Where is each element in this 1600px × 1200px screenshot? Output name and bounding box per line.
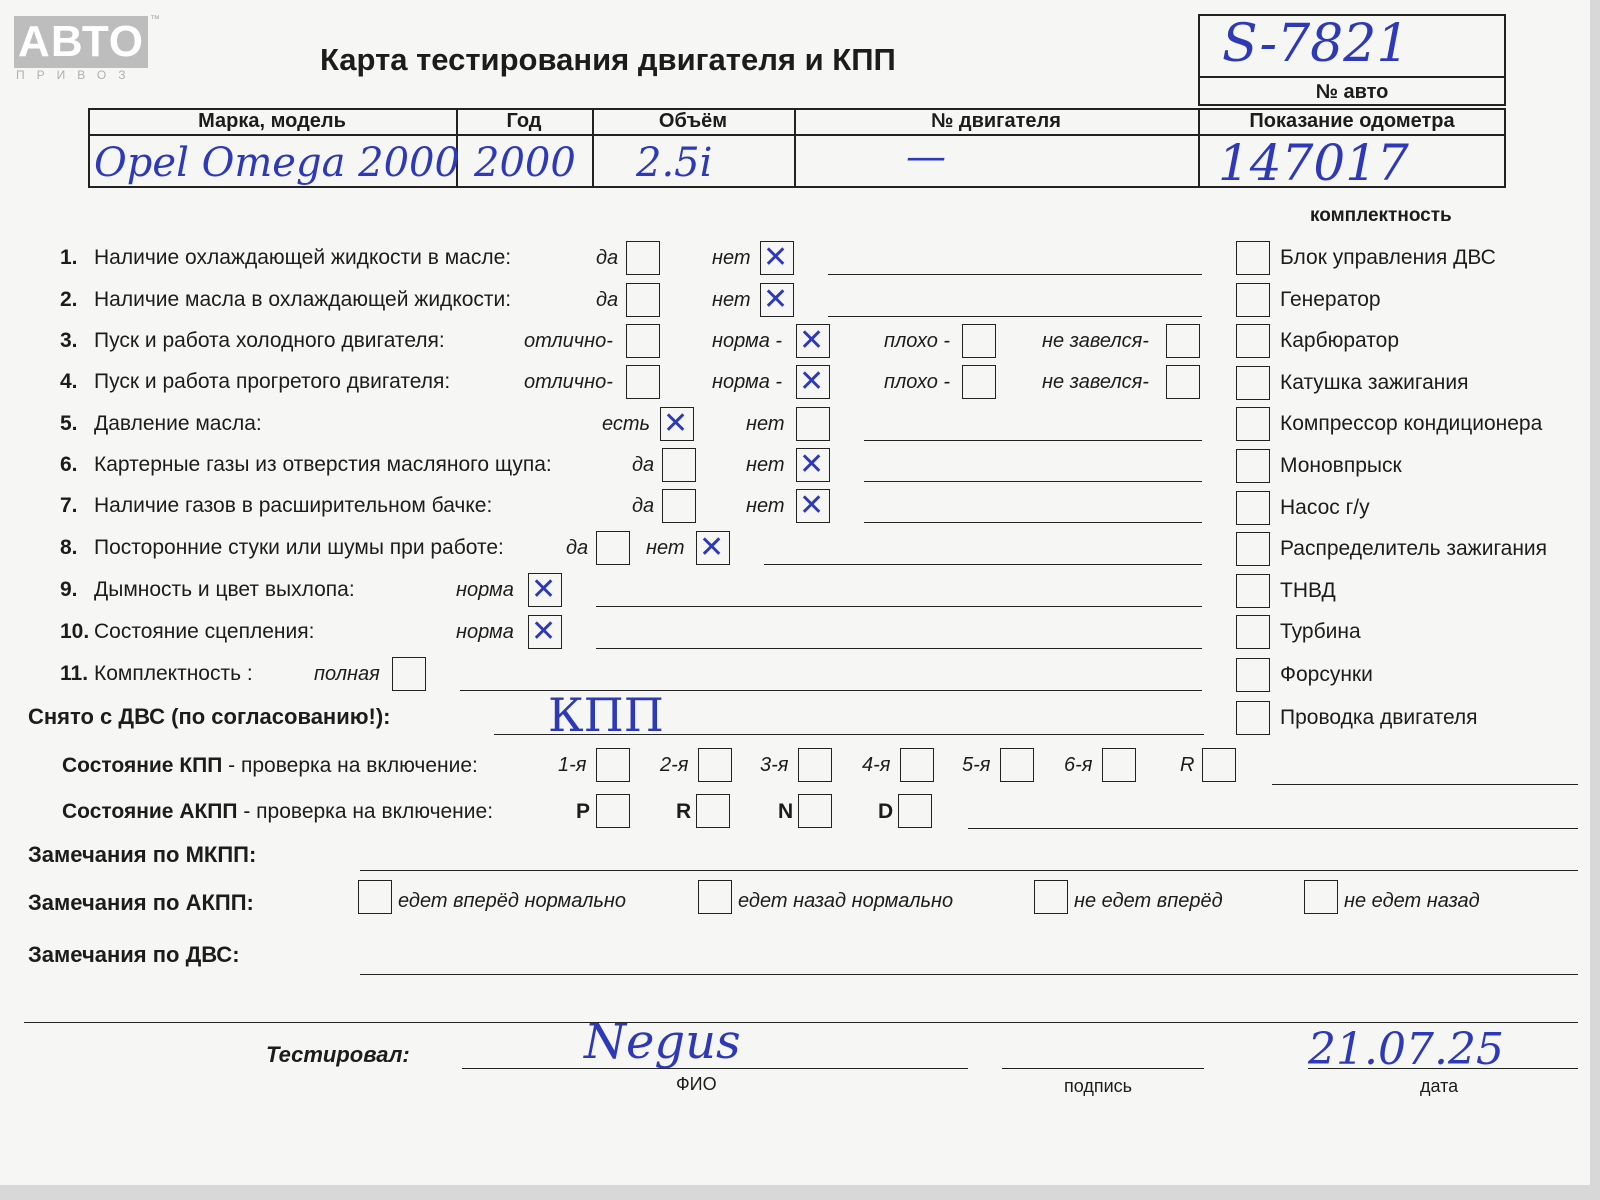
question-number: 6.: [60, 453, 78, 476]
akpp-remark-checkbox[interactable]: [1034, 880, 1068, 914]
gear-checkbox[interactable]: [798, 794, 832, 828]
checkbox-complete[interactable]: [392, 657, 426, 691]
question-number: 3.: [60, 329, 78, 352]
logo-subtitle: ПРИВОЗ: [16, 68, 138, 82]
kit-item-label: Блок управления ДВС: [1280, 246, 1496, 269]
engine-number-value: —: [906, 134, 946, 180]
option-label: да: [566, 537, 589, 559]
check-mark-icon: ✕: [799, 447, 825, 482]
akpp-remark-option-label: не едет назад: [1344, 890, 1480, 912]
checkbox-no[interactable]: [760, 241, 794, 275]
option-label: не завелся-: [1042, 330, 1149, 352]
checkbox-excellent[interactable]: [626, 365, 660, 399]
checkbox-no[interactable]: [760, 283, 794, 317]
option-label: норма -: [712, 330, 783, 352]
gear-checkbox[interactable]: [596, 794, 630, 828]
option-label: норма -: [712, 371, 783, 393]
year-value: 2000: [474, 140, 576, 186]
question-text: Наличие масла в охлаждающей жидкости:: [94, 288, 512, 311]
checkbox-no[interactable]: [696, 531, 730, 565]
akpp-remark-option-label: едет назад нормально: [738, 890, 954, 912]
fio-caption: ФИО: [676, 1074, 717, 1094]
question-text: Состояние сцепления:: [94, 620, 315, 643]
option-label: да: [632, 454, 655, 476]
akpp-label: [62, 800, 493, 824]
kit-item-label: Проводка двигателя: [1280, 705, 1478, 729]
gear-label: P: [576, 800, 591, 823]
tester-name-value: Negus: [584, 1014, 741, 1070]
answer-line: [828, 316, 1202, 317]
option-label: да: [596, 247, 619, 269]
option-label: нет: [746, 495, 785, 517]
kit-checkbox[interactable]: [1236, 366, 1270, 400]
gear-checkbox[interactable]: [596, 748, 630, 782]
answer-line: [596, 606, 1202, 607]
avto-privoz-logo: [14, 16, 148, 68]
mkpp-remarks-line: [360, 870, 1578, 871]
question-text: Пуск и работа холодного двигателя:: [94, 329, 445, 352]
question-text: Пуск и работа прогретого двигателя:: [94, 370, 451, 393]
gear-checkbox[interactable]: [898, 794, 932, 828]
answer-line: [864, 481, 1202, 482]
question-number: 9.: [60, 578, 78, 601]
answer-line: [828, 274, 1202, 275]
checkbox-yes[interactable]: [596, 531, 630, 565]
akpp-remark-option-label: не едет вперёд: [1074, 890, 1223, 912]
kit-checkbox[interactable]: [1236, 324, 1270, 358]
gear-checkbox[interactable]: [1202, 748, 1236, 782]
kpp-label: [62, 754, 478, 778]
kit-checkbox[interactable]: [1236, 491, 1270, 525]
option-label: не завелся-: [1042, 371, 1149, 393]
option-label: плохо -: [884, 371, 951, 393]
kit-item-label: Насос г/у: [1280, 495, 1370, 519]
auto-number-divider: [1198, 76, 1506, 78]
gear-label: R: [676, 800, 692, 823]
mkpp-remarks-label: Замечания по МКПП:: [28, 842, 257, 867]
check-mark-icon: ✕: [799, 364, 825, 399]
gear-checkbox[interactable]: [1102, 748, 1136, 782]
date-caption: дата: [1420, 1076, 1459, 1096]
checkbox-normal[interactable]: [796, 324, 830, 358]
gear-checkbox[interactable]: [696, 794, 730, 828]
checkbox-not-started[interactable]: [1166, 324, 1200, 358]
option-label: есть: [602, 413, 651, 435]
kit-checkbox[interactable]: [1236, 407, 1270, 441]
question-text: Посторонние стуки или шумы при работе:: [94, 536, 504, 559]
option-label: нет: [646, 537, 685, 559]
dvs-remarks-line: [360, 974, 1578, 975]
option-label: нет: [746, 454, 785, 476]
checkbox-normal[interactable]: [796, 365, 830, 399]
akpp-label-bold: Состояние АКПП: [62, 800, 238, 823]
akpp-remark-checkbox[interactable]: [358, 880, 392, 914]
gear-checkbox[interactable]: [900, 748, 934, 782]
option-label: нет: [712, 247, 751, 269]
check-mark-icon: ✕: [663, 406, 689, 441]
kit-item-label: Генератор: [1280, 287, 1381, 311]
answer-line: [864, 522, 1202, 523]
kit-checkbox[interactable]: [1236, 449, 1270, 483]
kpp-label-rest: - проверка на включение:: [222, 754, 478, 777]
checkbox-bad[interactable]: [962, 365, 996, 399]
kpp-label-bold: Состояние КПП: [62, 754, 223, 777]
date-value: 21.07.25: [1308, 1024, 1504, 1075]
gear-label: 6-я: [1064, 754, 1093, 776]
checkbox-yes[interactable]: [662, 489, 696, 523]
gear-label: 2-я: [660, 754, 689, 776]
gear-label: N: [778, 800, 794, 823]
option-label: отлично-: [524, 371, 613, 393]
tested-by-label: Тестировал:: [266, 1042, 410, 1067]
removed-value: КПП: [548, 688, 664, 742]
check-mark-icon: ✕: [699, 530, 725, 565]
odometer-value: 147017: [1218, 134, 1409, 192]
option-label: нет: [746, 413, 785, 435]
gear-checkbox[interactable]: [798, 748, 832, 782]
removed-label: Снято с ДВС (по согласованию!):: [28, 704, 391, 729]
question-text: Наличие охлаждающей жидкости в масле:: [94, 246, 512, 269]
volume-header: Объём: [658, 110, 728, 132]
checkbox-normal[interactable]: [528, 573, 562, 607]
gear-label: 5-я: [962, 754, 991, 776]
kit-title: комплектность: [1310, 205, 1452, 226]
akpp-remark-checkbox[interactable]: [698, 880, 732, 914]
logo-trademark: ™: [150, 14, 160, 25]
question-number: 11.: [60, 662, 89, 685]
kit-checkbox[interactable]: [1236, 283, 1270, 317]
answer-line: [764, 564, 1202, 565]
akpp-remarks-label: Замечания по АКПП:: [28, 890, 254, 915]
answer-line: [596, 648, 1202, 649]
question-number: 5.: [60, 412, 78, 435]
make-model-value: Opel Omega 2000: [94, 140, 460, 186]
gear-checkbox[interactable]: [1000, 748, 1034, 782]
kit-checkbox[interactable]: [1236, 532, 1270, 566]
kit-item-label: Катушка зажигания: [1280, 370, 1469, 394]
auto-number-label: № авто: [1315, 81, 1389, 103]
option-label: полная: [314, 663, 380, 685]
volume-value: 2.5i: [636, 140, 713, 186]
check-mark-icon: ✕: [799, 323, 825, 358]
akpp-label-rest: - проверка на включение:: [237, 800, 494, 823]
odometer-header: Показание одометра: [1249, 110, 1455, 132]
kit-item-label: Распределитель зажигания: [1280, 537, 1548, 561]
question-text: Наличие газов в расширительном бачке:: [94, 494, 493, 517]
kit-checkbox[interactable]: [1236, 701, 1270, 735]
option-label: да: [632, 495, 655, 517]
checkbox-not-started[interactable]: [1166, 365, 1200, 399]
kit-checkbox[interactable]: [1236, 658, 1270, 692]
checkbox-normal[interactable]: [528, 615, 562, 649]
checkbox-absent[interactable]: [796, 407, 830, 441]
kit-item-label: Турбина: [1280, 620, 1361, 644]
check-mark-icon: ✕: [531, 572, 557, 607]
option-label: отлично-: [524, 330, 613, 352]
kit-item-label: Карбюратор: [1280, 329, 1400, 353]
year-header: Год: [506, 110, 542, 132]
gear-label: 1-я: [558, 754, 587, 776]
question-text: Комплектность :: [94, 662, 253, 685]
make-model-header: Марка, модель: [198, 110, 346, 132]
question-text: Картерные газы из отверстия масляного щупа:: [94, 453, 552, 476]
kit-item-label: Моновпрыск: [1280, 454, 1402, 477]
checkbox-yes[interactable]: [626, 241, 660, 275]
signature-caption: подпись: [1064, 1076, 1133, 1096]
check-mark-icon: ✕: [763, 282, 789, 317]
akpp-line: [968, 828, 1578, 829]
checkbox-yes[interactable]: [626, 283, 660, 317]
kit-item-label: Форсунки: [1280, 663, 1373, 686]
gear-label: 4-я: [862, 754, 891, 776]
question-number: 2.: [60, 288, 78, 311]
question-number: 7.: [60, 494, 78, 517]
kit-checkbox[interactable]: [1236, 241, 1270, 275]
question-text: Дымность и цвет выхлопа:: [94, 578, 355, 601]
checkbox-no[interactable]: [796, 489, 830, 523]
check-mark-icon: ✕: [531, 614, 557, 649]
akpp-remark-checkbox[interactable]: [1304, 880, 1338, 914]
option-label: норма: [456, 579, 514, 601]
kit-item-label: ТНВД: [1280, 578, 1336, 602]
auto-number-value: S-7821: [1222, 14, 1410, 74]
engine-number-header: № двигателя: [931, 110, 1061, 132]
question-number: 10.: [60, 620, 90, 643]
gear-checkbox[interactable]: [698, 748, 732, 782]
page-title: Карта тестирования двигателя и КПП: [320, 42, 896, 77]
checkbox-present[interactable]: [660, 407, 694, 441]
option-label: норма: [456, 621, 514, 643]
akpp-remark-option-label: едет вперёд нормально: [398, 890, 627, 912]
kpp-line: [1272, 784, 1578, 785]
question-number: 4.: [60, 370, 78, 393]
kit-checkbox[interactable]: [1236, 574, 1270, 608]
option-label: плохо -: [884, 330, 951, 352]
checkbox-bad[interactable]: [962, 324, 996, 358]
question-number: 1.: [60, 246, 78, 269]
checkbox-no[interactable]: [796, 448, 830, 482]
signature-line: [1002, 1068, 1204, 1069]
gear-label: R: [1180, 754, 1195, 776]
kit-checkbox[interactable]: [1236, 615, 1270, 649]
answer-line: [864, 440, 1202, 441]
option-label: да: [596, 289, 619, 311]
logo-text: АВТО: [18, 17, 144, 66]
kit-item-label: Компрессор кондиционера: [1280, 412, 1543, 436]
gear-label: D: [878, 800, 894, 823]
dvs-remarks-label: Замечания по ДВС:: [28, 942, 240, 967]
checkbox-yes[interactable]: [662, 448, 696, 482]
option-label: нет: [712, 289, 751, 311]
question-number: 8.: [60, 536, 78, 559]
remarks-bottom-line: [24, 1022, 1578, 1023]
gear-label: 3-я: [760, 754, 789, 776]
checkbox-excellent[interactable]: [626, 324, 660, 358]
check-mark-icon: ✕: [763, 240, 789, 275]
question-text: Давление масла:: [94, 412, 262, 435]
check-mark-icon: ✕: [799, 488, 825, 523]
